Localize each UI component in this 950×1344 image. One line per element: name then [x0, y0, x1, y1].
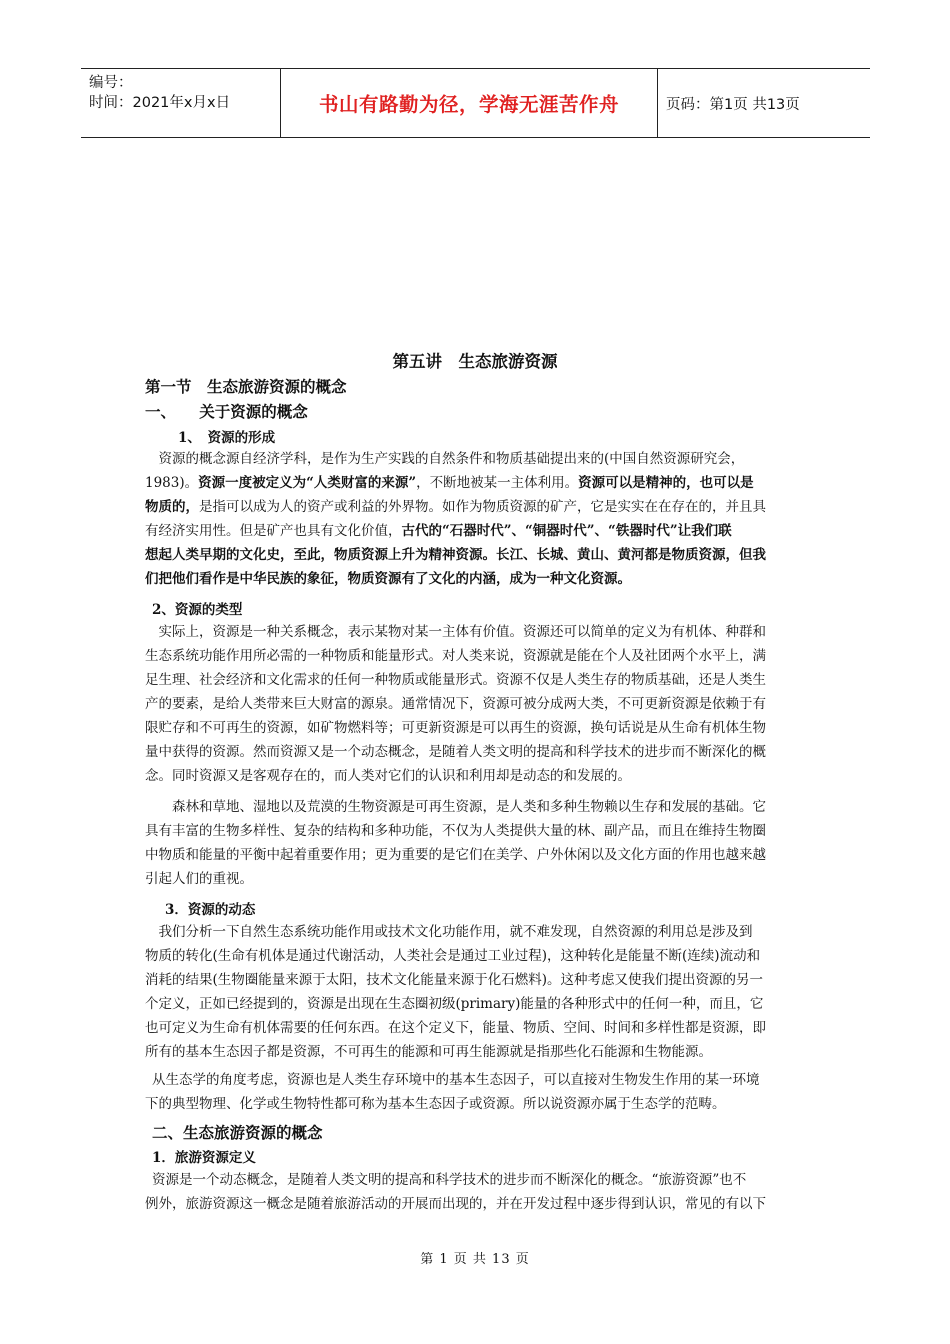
- paragraph-line: 所有的基本生态因子都是资源，不可再生的能源和可再生能源就是指那些化石能源和生物能源。: [145, 1044, 712, 1060]
- subsection-heading-1: 一、 关于资源的概念: [145, 402, 308, 421]
- paragraph-line: 想起人类早期的文化史，至此，物质资源上升为精神资源。长江、长城、黄山、黄河都是物质资源，但我: [145, 547, 766, 563]
- paragraph-line: 例外，旅游资源这一概念是随着旅游活动的开展而出现的，并在开发过程中逐步得到认识，常见的有以下: [145, 1196, 766, 1212]
- paragraph-line: 念。同时资源又是客观存在的，而人类对它们的认识和利用却是动态的和发展的。: [145, 768, 631, 784]
- paragraph-line: 资源是一个动态概念，是随着人类文明的提高和科学技术的进步而不断深化的概念。“旅游资源”也不: [152, 1172, 747, 1188]
- header-table: [81, 68, 870, 138]
- paragraph-line: 中物质和能量的平衡中起着重要作用；更为重要的是它们在美学、户外休闲以及文化方面的作用也越来越: [145, 847, 766, 863]
- item-heading-1: 1、 资源的形成: [178, 430, 276, 446]
- paragraph-line: 物质的转化(生命有机体是通过代谢活动，人类社会是通过工业过程)，这种转化是能量不断(连续)流动和: [145, 948, 761, 964]
- paragraph-line: 个定义，正如已经提到的，资源是出现在生态圈初级(primary)能量的各种形式中的任何一种，而且，它: [145, 996, 764, 1012]
- number-label: 编号：: [89, 75, 133, 91]
- paragraph-line: 实际上，资源是一种关系概念，表示某物对某一主体有价值。资源还可以简单的定义为有机体、种群和: [145, 624, 766, 640]
- paragraph-line: 产的要素，是给人类带来巨大财富的源泉。通常情况下，资源可被分成两大类，不可更新资源是依赖于有: [145, 696, 766, 712]
- section-heading-1: 第一节 生态旅游资源的概念: [145, 377, 347, 396]
- paragraph-line: 生态系统功能作用所必需的一种物质和能量形式。对人类来说，资源就是能在个人及社团两个水平上，满: [145, 648, 766, 664]
- paragraph-line: 量中获得的资源。然而资源又是一个动态概念，是随着人类文明的提高和科学技术的进步而不断深化的概: [145, 744, 766, 760]
- paragraph-line: 具有丰富的生物多样性、复杂的结构和多种功能，不仅为人类提供大量的林、副产品，而且在维持生物圈: [145, 823, 766, 839]
- paragraph-line: 我们分析一下自然生态系统功能作用或技术文化功能作用，就不难发现，自然资源的利用总是涉及到: [145, 924, 753, 940]
- subsection-heading-2: 二、生态旅游资源的概念: [152, 1123, 323, 1142]
- date-label: 时间：2021年x月x日: [89, 95, 231, 111]
- item-heading-2: 2、资源的类型: [152, 602, 243, 618]
- paragraph-line: 森林和草地、湿地以及荒漠的生物资源是可再生资源，是人类和多种生物赖以生存和发展的基础。它: [145, 799, 766, 815]
- paragraph-line: 从生态学的角度考虑，资源也是人类生存环境中的基本生态因子，可以直接对生物发生作用的某一环境: [152, 1072, 760, 1088]
- paragraph-line: 资源的概念源自经济学科，是作为生产实践的自然条件和物质基础提出来的(中国自然资源研究会，: [145, 451, 745, 467]
- paragraph-line: 物质的，是指可以成为人的资产或利益的外界物。如作为物质资源的矿产，它是实实在在存在的，并且具: [145, 499, 766, 515]
- header-page-info: 页码：第1页 共13页: [666, 96, 800, 113]
- paragraph-line: 下的典型物理、化学或生物特性都可称为基本生态因子或资源。所以说资源亦属于生态学的范畴。: [145, 1096, 726, 1112]
- paragraph-line: 1983)。资源一度被定义为“人类财富的来源”，不断地被某一主体利用。资源可以是精神的，也可以是: [145, 475, 754, 491]
- paragraph-line: 们把他们看作是中华民族的象征，物质资源有了文化的内涵，成为一种文化资源。: [145, 571, 631, 587]
- lecture-title: 第五讲 生态旅游资源: [392, 352, 558, 371]
- paragraph-line: 消耗的结果(生物圈能量来源于太阳，技术文化能量来源于化石燃料)。这种考虑又使我们提出资源的另一: [145, 972, 764, 988]
- item-heading-4: 1．旅游资源定义: [152, 1150, 256, 1166]
- paragraph-line: 引起人们的重视。: [145, 871, 253, 887]
- paragraph-line: 也可定义为生命有机体需要的任何东西。在这个定义下，能量、物质、空间、时间和多样性都是资源，即: [145, 1020, 766, 1036]
- header-meta-cell: [81, 69, 281, 137]
- paragraph-line: 限贮存和不可再生的资源，如矿物燃料等；可更新资源是可以再生的资源，换句话说是从生命有机体生物: [145, 720, 766, 736]
- item-heading-3: 3．资源的动态: [165, 902, 256, 918]
- page-footer: 第 1 页 共 13 页: [420, 1252, 530, 1267]
- paragraph-line: 足生理、社会经济和文化需求的任何一种物质或能量形式。资源不仅是人类生存的物质基础，还是人类生: [145, 672, 766, 688]
- paragraph-line: 有经济实用性。但是矿产也具有文化价值，古代的“石器时代”、“铜器时代”、“铁器时代”让我们联: [145, 523, 732, 539]
- header-motto: 书山有路勤为径，学海无涯苦作舟: [281, 69, 658, 137]
